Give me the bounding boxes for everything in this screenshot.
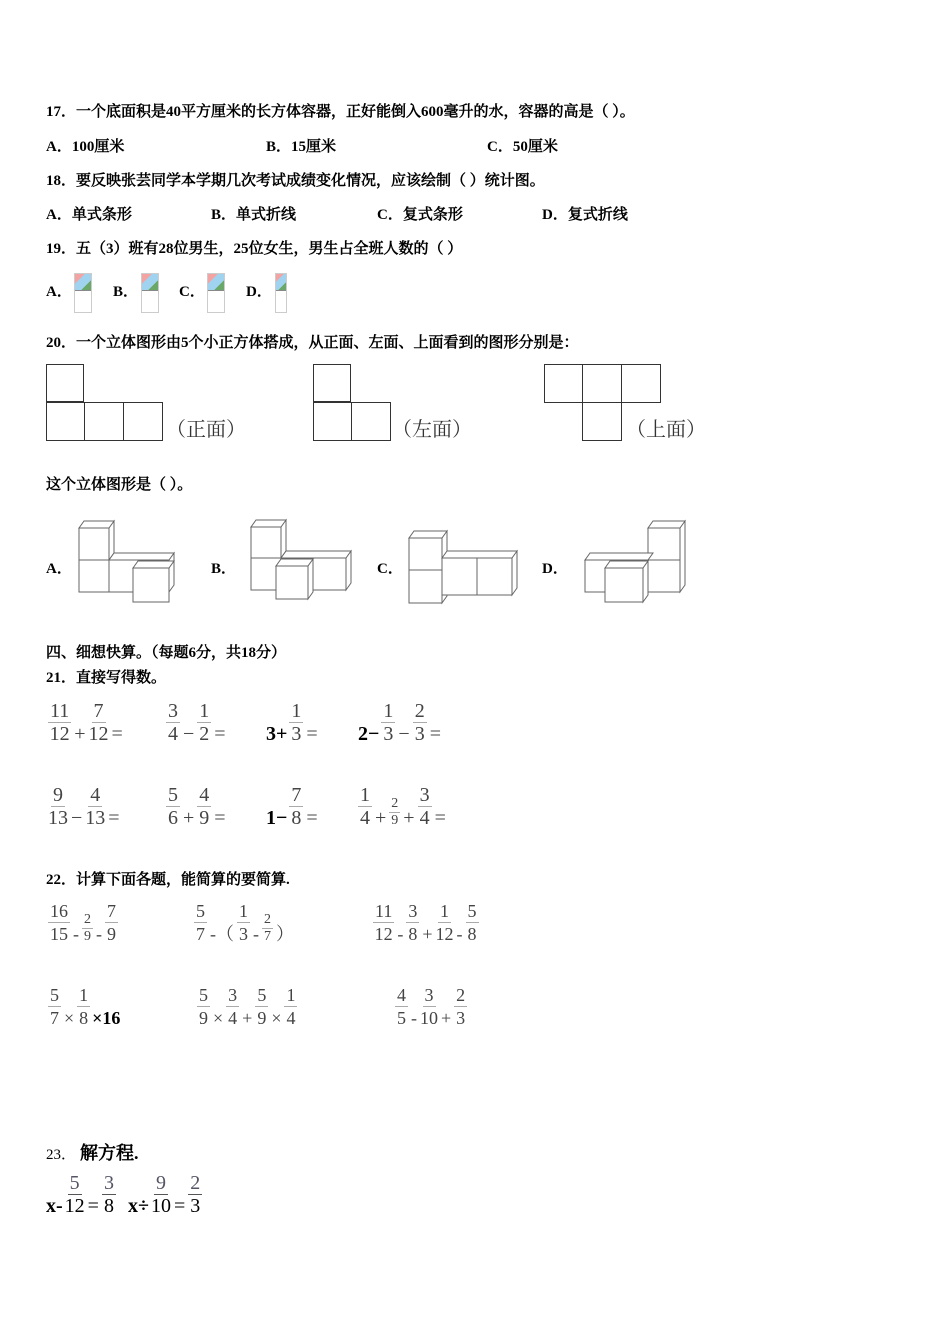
operator: ）: [276, 924, 294, 944]
view-square: [621, 364, 661, 403]
view-square: [84, 402, 124, 441]
math-expression: [358, 700, 442, 745]
term: 2−: [358, 723, 380, 745]
fraction: [358, 784, 372, 829]
view-square: [46, 402, 85, 441]
fraction: [89, 700, 109, 745]
numerator: 1: [286, 985, 296, 1005]
denominator: 3: [456, 1008, 466, 1028]
fraction: [289, 700, 303, 745]
fraction: [85, 784, 105, 829]
q18-option-a: A．单式条形: [46, 207, 132, 223]
numerator: 4: [397, 985, 406, 1005]
operator: +: [375, 807, 387, 829]
denominator: 3: [239, 924, 248, 944]
numerator: 2: [456, 985, 466, 1005]
q20-text: 20．一个立体图形由5个小正方体搭成，从正面、左面、上面看到的图形分别是：: [46, 335, 579, 351]
denominator: 6: [168, 807, 178, 829]
denominator: 7: [196, 924, 205, 944]
math-expression: [46, 1172, 118, 1217]
broken-image-icon: [207, 273, 225, 313]
math-expression: [266, 784, 319, 829]
math-expression: [195, 984, 299, 1029]
operator: -: [411, 1008, 417, 1028]
q20-question: 这个立体图形是（ ）。: [46, 477, 193, 493]
denominator: 9: [391, 813, 399, 828]
denominator: 3: [414, 723, 425, 745]
numerator: 16: [50, 901, 68, 921]
fraction: [166, 700, 180, 745]
denominator: 4: [228, 1008, 238, 1028]
operator: =: [173, 1195, 186, 1217]
fraction: [381, 700, 395, 745]
numerator: 2: [264, 912, 271, 927]
broken-image-icon: [74, 273, 92, 313]
fraction: [237, 900, 250, 945]
cube-figure-d: [582, 518, 690, 606]
numerator: 1: [383, 700, 394, 722]
q18-option-d: D．复式折线: [542, 207, 628, 223]
fraction: [166, 784, 180, 829]
operator: =: [214, 807, 226, 829]
denominator: 4: [168, 723, 178, 745]
term: 3+: [266, 723, 288, 745]
term: ×16: [92, 1008, 121, 1028]
view-square: [544, 364, 583, 403]
numerator: 1: [360, 784, 370, 806]
fraction: [418, 784, 432, 829]
operator: =: [214, 723, 226, 745]
denominator: 10: [150, 1195, 171, 1217]
denominator: 13: [85, 807, 106, 829]
numerator: 5: [168, 784, 178, 806]
math-expression: [46, 900, 120, 945]
operator: −: [71, 807, 83, 829]
q20-option-c: C．: [377, 561, 403, 577]
fraction: [48, 784, 68, 829]
math-expression: [128, 1172, 204, 1217]
operator: =: [434, 807, 446, 829]
fraction: [436, 900, 454, 945]
numerator: 9: [53, 784, 63, 806]
fraction: [188, 1172, 202, 1217]
denominator: 8: [79, 1008, 89, 1028]
fraction: [284, 984, 297, 1029]
numerator: 9: [155, 1172, 166, 1194]
numerator: 5: [50, 985, 59, 1005]
q20-option-b: B．: [211, 561, 237, 577]
view-square: [582, 402, 622, 441]
q18-text: 18．要反映张芸同学本学期几次考试成绩变化情况，应该绘制（ ）统计图。: [46, 173, 545, 189]
fraction: [197, 984, 210, 1029]
view-square: [582, 364, 622, 403]
view-square: [313, 364, 351, 402]
q19-text: 19．五（3）班有28位男生，25位女生，男生占全班人数的（ ）: [46, 241, 463, 257]
numerator: 11: [50, 700, 70, 722]
q17-option-b: B．15厘米: [266, 139, 337, 155]
fraction: [48, 984, 61, 1029]
math-expression: [393, 984, 469, 1029]
denominator: 9: [257, 1008, 267, 1028]
math-expression: [164, 700, 227, 745]
denominator: 9: [199, 1008, 208, 1028]
fraction: [82, 912, 93, 945]
q18-option-b: B．单式折线: [211, 207, 297, 223]
math-expression: [266, 700, 319, 745]
q19-option-a: A．: [46, 284, 72, 300]
operator: +: [441, 1008, 452, 1028]
denominator: 2: [199, 723, 210, 745]
numerator: 3: [103, 1172, 114, 1194]
term: 1−: [266, 807, 288, 829]
numerator: 2: [84, 912, 91, 927]
operator: =: [306, 807, 318, 829]
numerator: 11: [375, 901, 393, 921]
numerator: 5: [196, 901, 205, 921]
operator: =: [111, 723, 123, 745]
fraction: [420, 984, 438, 1029]
operator: +: [422, 924, 433, 944]
operator: ×: [64, 1008, 75, 1028]
denominator: 12: [49, 723, 70, 745]
operator: -: [253, 924, 259, 944]
numerator: 5: [467, 901, 477, 921]
denominator: 13: [48, 807, 68, 829]
operator: −: [398, 723, 410, 745]
q23-title: 解方程.: [80, 1143, 139, 1163]
numerator: 1: [440, 901, 449, 921]
denominator: 9: [107, 924, 116, 944]
numerator: 5: [69, 1172, 80, 1194]
fraction: [48, 700, 71, 745]
view-square: [123, 402, 163, 441]
operator: -（: [210, 924, 234, 944]
denominator: 3: [383, 723, 394, 745]
denominator: 4: [419, 807, 430, 829]
q20-option-d: D．: [542, 561, 568, 577]
q21-text: 21．直接写得数。: [46, 670, 167, 686]
denominator: 8: [103, 1195, 114, 1217]
fraction: [102, 1172, 116, 1217]
fraction: [389, 796, 400, 829]
operator: +: [403, 807, 415, 829]
denominator: 8: [408, 924, 418, 944]
fraction: [262, 912, 273, 945]
fraction: [226, 984, 239, 1029]
denominator: 9: [199, 807, 210, 829]
math-expression: [46, 984, 120, 1029]
denominator: 12: [88, 723, 109, 745]
q18-option-c: C．复式条形: [377, 207, 463, 223]
numerator: 7: [93, 700, 104, 722]
operator: +: [183, 807, 195, 829]
broken-image-icon: [141, 273, 159, 313]
numerator: 2: [190, 1172, 201, 1194]
numerator: 1: [239, 901, 248, 921]
broken-image-icon: [275, 273, 287, 313]
cube-figure-b: [248, 518, 356, 606]
operator: ×: [213, 1008, 224, 1028]
denominator: 7: [50, 1008, 59, 1028]
operator: =: [87, 1195, 99, 1217]
top-view-label: （上面）: [626, 417, 706, 441]
fraction: [255, 984, 268, 1029]
numerator: 1: [79, 985, 89, 1005]
q17-text: 17．一个底面积是40平方厘米的长方体容器，正好能倒入600毫升的水，容器的高是（ ）。: [46, 104, 635, 120]
denominator: 4: [360, 807, 370, 829]
cube-figure-a: [76, 518, 182, 606]
math-expression: [164, 784, 227, 829]
fraction: [395, 984, 408, 1029]
operator: =: [108, 807, 120, 829]
operator: -: [73, 924, 79, 944]
numerator: 2: [414, 700, 425, 722]
denominator: 5: [397, 1008, 406, 1028]
denominator: 8: [291, 807, 302, 829]
math-expression: [371, 900, 481, 945]
fraction: [413, 700, 427, 745]
numerator: 3: [408, 901, 418, 921]
denominator: 10: [420, 1008, 438, 1028]
numerator: 3: [424, 985, 434, 1005]
operator: ×: [271, 1008, 282, 1028]
fraction: [77, 984, 90, 1029]
numerator: 1: [291, 700, 302, 722]
numerator: 7: [291, 784, 302, 806]
fraction: [65, 1172, 85, 1217]
denominator: 12: [435, 924, 454, 944]
denominator: 8: [467, 924, 477, 944]
denominator: 15: [50, 924, 68, 944]
numerator: 3: [228, 985, 238, 1005]
numerator: 4: [199, 784, 210, 806]
numerator: 5: [199, 985, 208, 1005]
operator: −: [183, 723, 195, 745]
fraction: [194, 900, 207, 945]
q17-option-a: A．100厘米: [46, 139, 125, 155]
math-expression: [46, 700, 124, 745]
denominator: 3: [291, 723, 302, 745]
math-expression: [46, 784, 121, 829]
math-expression: [356, 784, 447, 829]
fraction: [48, 900, 70, 945]
fraction: [197, 784, 211, 829]
denominator: 7: [264, 929, 271, 944]
operator: -: [456, 924, 463, 944]
numerator: 4: [90, 784, 101, 806]
view-square: [46, 364, 84, 402]
cube-figure-c: [406, 528, 518, 608]
operator: +: [242, 1008, 253, 1028]
numerator: 7: [107, 901, 116, 921]
numerator: 3: [168, 700, 178, 722]
view-square: [313, 402, 352, 441]
numerator: 1: [199, 700, 210, 722]
operator: -: [397, 924, 404, 944]
q19-option-d: D．: [246, 284, 272, 300]
fraction: [197, 700, 211, 745]
numerator: 2: [391, 796, 399, 811]
section-4-title: 四、细想快算。（每题6分，共18分）: [46, 645, 287, 661]
operator: =: [429, 723, 441, 745]
left-view-label: （左面）: [392, 417, 472, 441]
fraction: [466, 900, 479, 945]
math-expression: [192, 900, 295, 945]
term: x÷: [128, 1195, 149, 1217]
fraction: [406, 900, 419, 945]
fraction: [289, 784, 303, 829]
fraction: [373, 900, 394, 945]
operator: +: [74, 723, 86, 745]
denominator: 4: [286, 1008, 296, 1028]
q19-option-c: C．: [179, 284, 205, 300]
denominator: 3: [190, 1195, 201, 1217]
q20-option-a: A．: [46, 561, 72, 577]
q23-number: 23．: [46, 1147, 77, 1163]
operator: -: [96, 924, 102, 944]
q22-text: 22．计算下面各题，能简算的要简算.: [46, 872, 290, 888]
numerator: 3: [419, 784, 430, 806]
fraction: [105, 900, 118, 945]
denominator: 12: [64, 1195, 85, 1217]
denominator: 12: [374, 924, 393, 944]
denominator: 9: [84, 929, 91, 944]
term: x-: [46, 1195, 63, 1217]
fraction: [151, 1172, 171, 1217]
q17-option-c: C．50厘米: [487, 139, 558, 155]
operator: =: [306, 723, 318, 745]
view-square: [351, 402, 391, 441]
q19-option-b: B．: [113, 284, 139, 300]
numerator: 5: [257, 985, 267, 1005]
fraction: [454, 984, 467, 1029]
front-view-label: （正面）: [166, 417, 246, 441]
